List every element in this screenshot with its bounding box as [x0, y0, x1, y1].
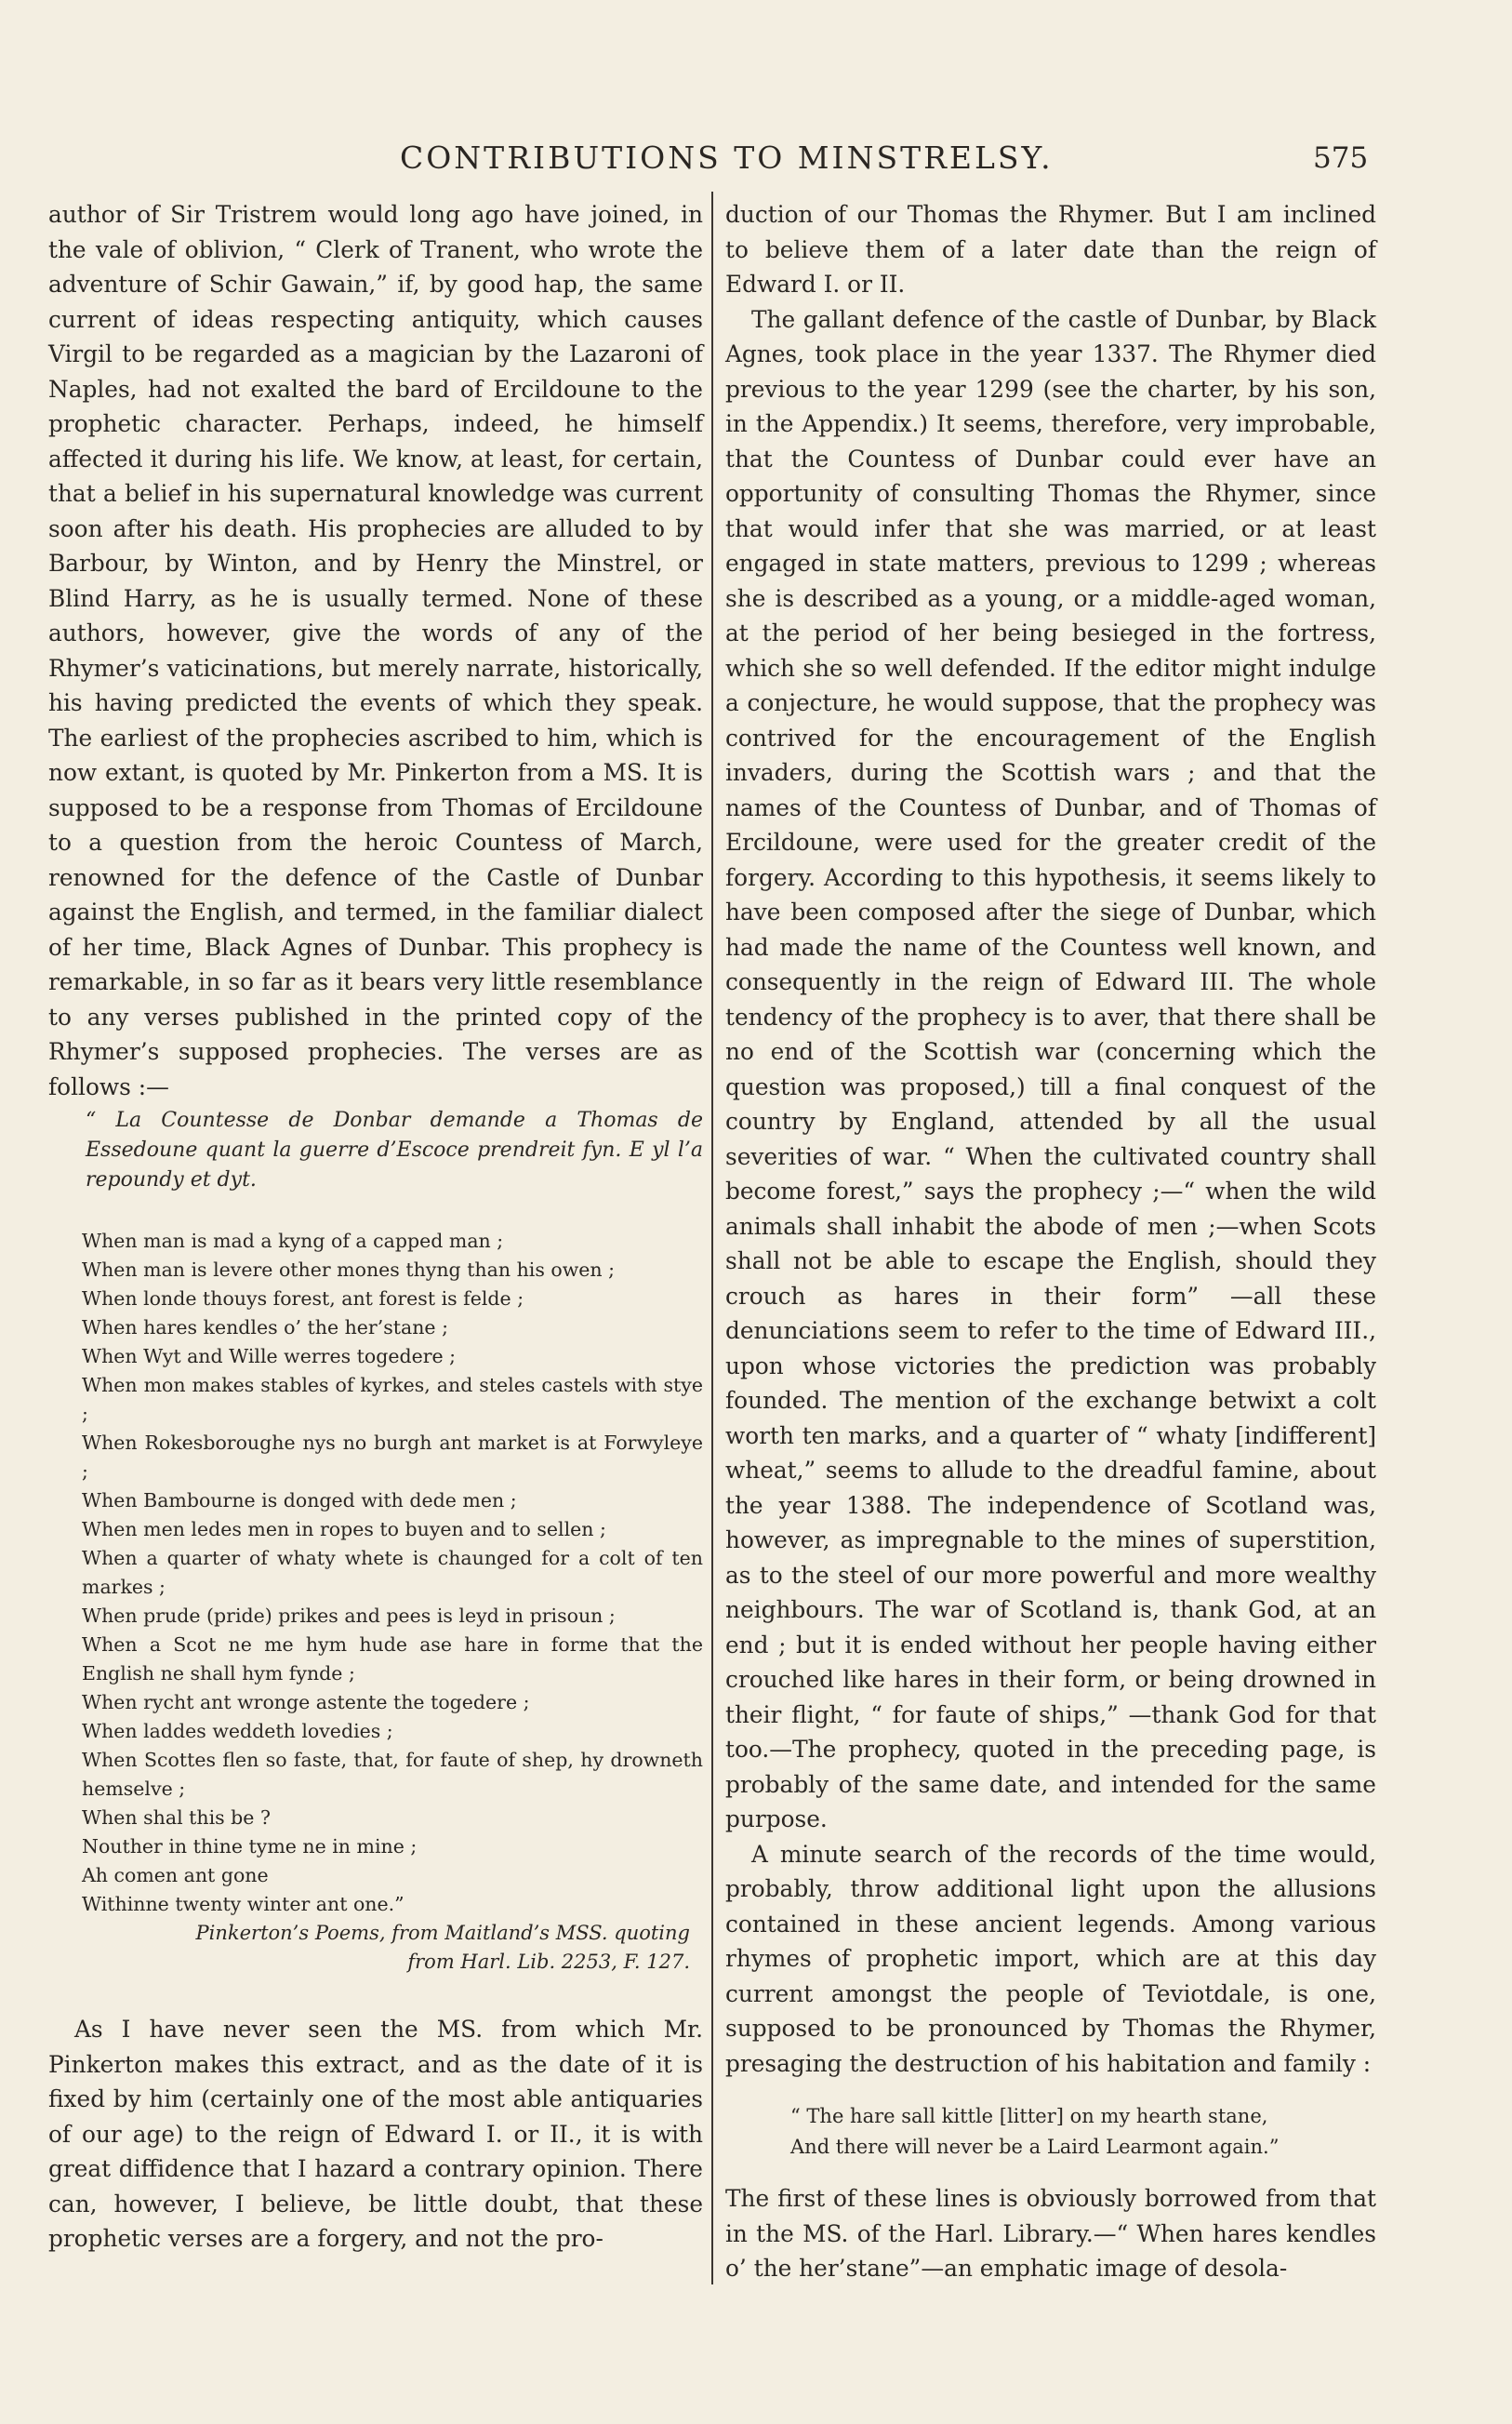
poem-line: When a quarter of whaty whete is chaunged for a colt of ten markes ; — [82, 1547, 703, 1598]
citation-line: from Harl. Lib. 2253, F. 127. — [407, 1951, 690, 1973]
teviotdale-rhyme — [725, 2101, 1376, 2163]
poem-line: When mon makes stables of kyrkes, and steles castels with stye ; — [82, 1374, 703, 1425]
running-title: CONTRIBUTIONS TO MINSTRELSY. — [400, 140, 1054, 176]
paragraph-intro: author of Sir Tristrem would long ago have joined, in the vale of oblivion, “ Clerk of Tranent, who wrote the adventure of Schir Gawain,” if, by good hap, the same current of ideas respecting antiquity, which causes Virgil to be regarded as a magician by the Lazaroni of Naples, had not exalted the bard of Ercildoune to the prophetic character. Perhaps, indeed, he himself affected it during his life. We know, at least, for certain, that a belief in his supernatural knowledge was current soon after his death. His prophecies are alluded to by Barbour, by Winton, and by Henry the Minstrel, or Blind Harry, as he is usually termed. None of these authors, however, give the words of any of the Rhymer’s vaticinations, but merely narrate, historically, his having predicted the events of which they speak. The earliest of the prophecies ascribed to him, which is now extant, is quoted by Mr. Pinkerton from a MS. It is supposed to be a response from Thomas of Ercildoune to a question from the heroic Countess of March, renowned for the defence of the Castle of Dunbar against the English, and termed, in the familiar dialect of her time, Black Agnes of Dunbar. This prophecy is remarkable, in so far as it bears very little resemblance to any verses published in the printed copy of the Rhymer’s supposed prophecies. The verses are as follows :— — [48, 201, 703, 1100]
poem-line: When prude (pride) prikes and pees is leyd in prisoun ; — [82, 1605, 616, 1627]
poem-line: When rycht ant wronge astente the togedere ; — [82, 1691, 530, 1713]
poem-line: When a Scot ne me hym hude ase hare in forme that the English ne shall hym fynde ; — [82, 1633, 703, 1685]
left-column — [48, 197, 703, 2257]
poem-citation — [48, 1919, 703, 1977]
poem-line: When Rokesboroughe nys no burgh ant market is at Forwyleye ; — [82, 1432, 703, 1483]
citation-line: Pinkerton’s Poems, from Maitland’s MSS. quoting — [195, 1922, 690, 1944]
rhyme-line: And there will never be a Laird Learmont again.” — [790, 2136, 1280, 2158]
paragraph-opinion: As I have never seen the MS. from which Mr. Pinkerton makes this extract, and as the date of it is fixed by him (certainly one of the most able antiquaries of our age) to the reign of Edward I. or II., it is with great diffidence that I hazard a contrary opinion. There can, however, I believe, be little doubt, that these prophetic verses are a forgery, and not the pro- — [48, 2016, 703, 2252]
poem-line: When man is mad a kyng of a capped man ; — [82, 1230, 504, 1252]
paragraph-closing: The first of these lines is obviously borrowed from that in the MS. of the Harl. Library.—“ When hares kendles o’ the her’stane”—an emphatic image of desola- — [725, 2185, 1376, 2282]
poem-line: When hares kendles o’ the her’stane ; — [82, 1316, 448, 1339]
poem-line: When laddes weddeth lovedies ; — [82, 1720, 393, 1742]
poem-line: When Wyt and Wille werres togedere ; — [82, 1345, 457, 1367]
column-divider — [711, 192, 713, 2284]
prophecy-poem — [48, 1227, 703, 1919]
running-header — [0, 140, 1512, 186]
right-column — [725, 197, 1376, 2286]
rhyme-line: “ The hare sall kittle [litter] on my hearth stane, — [790, 2105, 1268, 2127]
paragraph-dunbar: The gallant defence of the castle of Dunbar, by Black Agnes, took place in the year 1337. The Rhymer died previous to the year 1299 (see the charter, by his son, in the Appendix.) It seems, therefore, very improbable, that the Countess of Dunbar could ever have an opportunity of consulting Thomas the Rhymer, since that would infer that she was married, or at least engaged in state matters, previous to 1299 ; whereas she is described as a young, or a middle-aged woman, at the period of her being besieged in the fortress, which she so well defended. If the editor might indulge a conjecture, he would suppose, that the prophecy was contrived for the encouragement of the English invaders, during the Scottish wars ; and that the names of the Countess of Dunbar, and of Thomas of Ercildoune, were used for the greater credit of the forgery. According to this hypothesis, it seems likely to have been composed after the siege of Dunbar, which had made the name of the Countess well known, and consequently in the reign of Edward III. The whole tendency of the prophecy is to aver, that there shall be no end of the Scottish war (concerning which the question was proposed,) till a final conquest of the country by England, attended by all the usual severities of war. “ When the cultivated country shall become forest,” says the prophecy ;—“ when the wild animals shall inhabit the abode of men ;—when Scots shall not be able to escape the English, should they crouch as hares in their form” —all these denunciations seem to refer to the time of Edward III., upon whose victories the prediction was probably founded. The mention of the exchange betwixt a colt worth ten marks, and a quarter of “ whaty [indifferent] wheat,” seems to allude to the dreadful famine, about the year 1388. The independence of Scotland was, however, as impregnable to the mines of superstition, as to the steel of our more powerful and more wealthy neighbours. The war of Scotland is, thank God, at an end ; but it is ended without her people having either crouched like hares in their form, or being drowned in their flight, “ for faute of ships,” —thank God for that too.—The prophecy, quoted in the preceding page, is probably of the same date, and intended for the same purpose. — [725, 305, 1376, 1832]
poem-line: Ah comen ant gone — [82, 1864, 269, 1886]
poem-line: When man is levere other mones thyng than his owen ; — [82, 1259, 616, 1281]
poem-line: When londe thouys forest, ant forest is felde ; — [82, 1287, 524, 1310]
poem-line: When men ledes men in ropes to buyen and to sellen ; — [82, 1518, 606, 1540]
poem-line: Withinne twenty winter ant one.” — [82, 1893, 405, 1915]
poem-line: When Scottes flen so faste, that, for faute of shep, hy drowneth hemselve ; — [82, 1749, 703, 1800]
page-number: 575 — [1313, 141, 1369, 175]
french-rubric: “ La Countesse de Donbar demande a Thomas de Essedoune quant la guerre d’Escoce prendreit fyn. E yl l’a repoundy et dyt. — [86, 1109, 703, 1192]
poem-line: When Bambourne is donged with dede men ; — [82, 1489, 517, 1512]
poem-line: Nouther in thine tyme ne in mine ; — [82, 1835, 418, 1858]
paragraph-continuation: duction of our Thomas the Rhymer. But I am inclined to believe them of a later date than the reign of Edward I. or II. — [725, 201, 1376, 298]
poem-line: When shal this be ? — [82, 1806, 271, 1829]
paragraph-records: A minute search of the records of the time would, probably, throw additional light upon the allusions contained in these ancient legends. Among various rhymes of prophetic import, which are at this day current amongst the people of Teviotdale, is one, supposed to be pronounced by Thomas the Rhymer, presaging the destruction of his habitation and family : — [725, 1840, 1376, 2077]
